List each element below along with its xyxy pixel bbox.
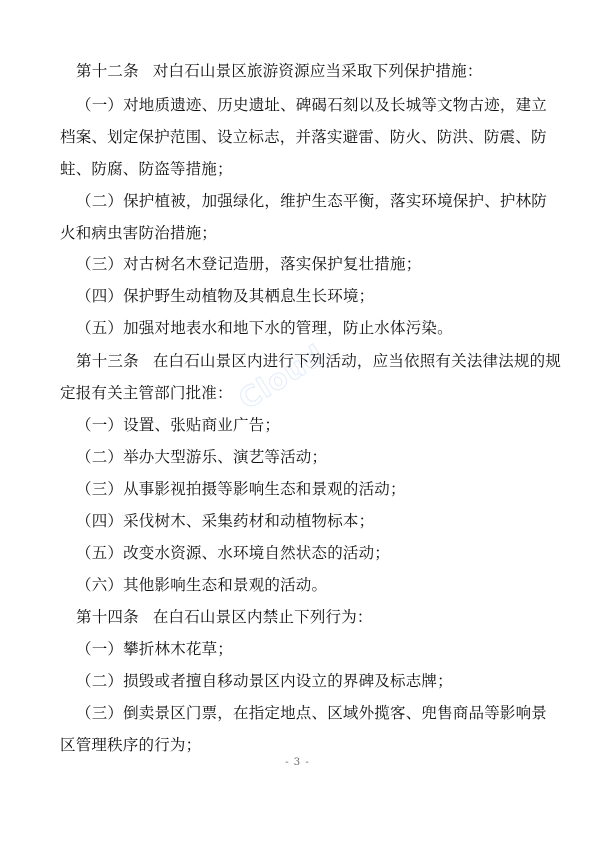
page-number: - 3 - [285, 757, 310, 768]
article-12-item-4: （四）保护野生动植物及其栖息生长环境； [76, 287, 375, 305]
article-13-item-5: （五）改变水资源、水环境自然状态的活动； [76, 544, 391, 562]
article-12-item-1: （一）对地质遗迹、历史遗址、碑碣石刻以及长城等文物古迹，建立档案、划定保护范围、设立标志，并落实避雷、防火、防洪、防震、防蛀、防腐、防盗等措施； [60, 96, 548, 178]
article-14-heading [60, 601, 562, 633]
paragraph-text: 在白石山景区内进行下列活动，应当依照有关法律法规的规定报有关主管部门批准： [60, 352, 562, 402]
article-number: 第十四条 [76, 608, 139, 626]
article-14-item-3: （三）倒卖景区门票，在指定地点、区域外揽客、兜售商品等影响景区管理秩序的行为； [60, 704, 548, 754]
article-13-item-6: （六）其他影响生态和景观的活动。 [76, 576, 328, 594]
article-12-item-3: （三）对古树名木登记造册，落实保护复壮措施； [76, 255, 422, 273]
article-13-item-3: （三）从事影视拍摄等影响生态和景观的活动； [76, 480, 406, 498]
article-number: 第十三条 [76, 352, 139, 370]
article-13-item-1: （一）设置、张贴商业广告； [76, 416, 281, 434]
article-12-item-5: （五）加强对地表水和地下水的管理，防止水体污染。 [76, 319, 453, 337]
paragraph-text: 在白石山景区内禁止下列行为： [152, 608, 373, 626]
article-13-item-2: （二）举办大型游乐、演艺等活动； [76, 448, 328, 466]
article-14-item-2: （二）损毁或者擅自移动景区内设立的界碑及标志牌； [76, 672, 453, 690]
article-13-item-4: （四）采伐树木、采集药材和动植物标本； [76, 512, 375, 530]
article-14-item-1: （一）攀折林木花草； [76, 640, 234, 658]
article-number: 第十二条 [76, 62, 139, 80]
article-12-heading [60, 55, 562, 87]
article-13-heading [60, 345, 562, 409]
article-12-item-2: （二）保护植被，加强绿化，维护生态平衡，落实环境保护、护林防火和病虫害防治措施； [60, 192, 548, 242]
cloud-watermark: Cloud [233, 337, 331, 416]
paragraph-text: 对白石山景区旅游资源应当采取下列保护措施： [152, 62, 483, 80]
